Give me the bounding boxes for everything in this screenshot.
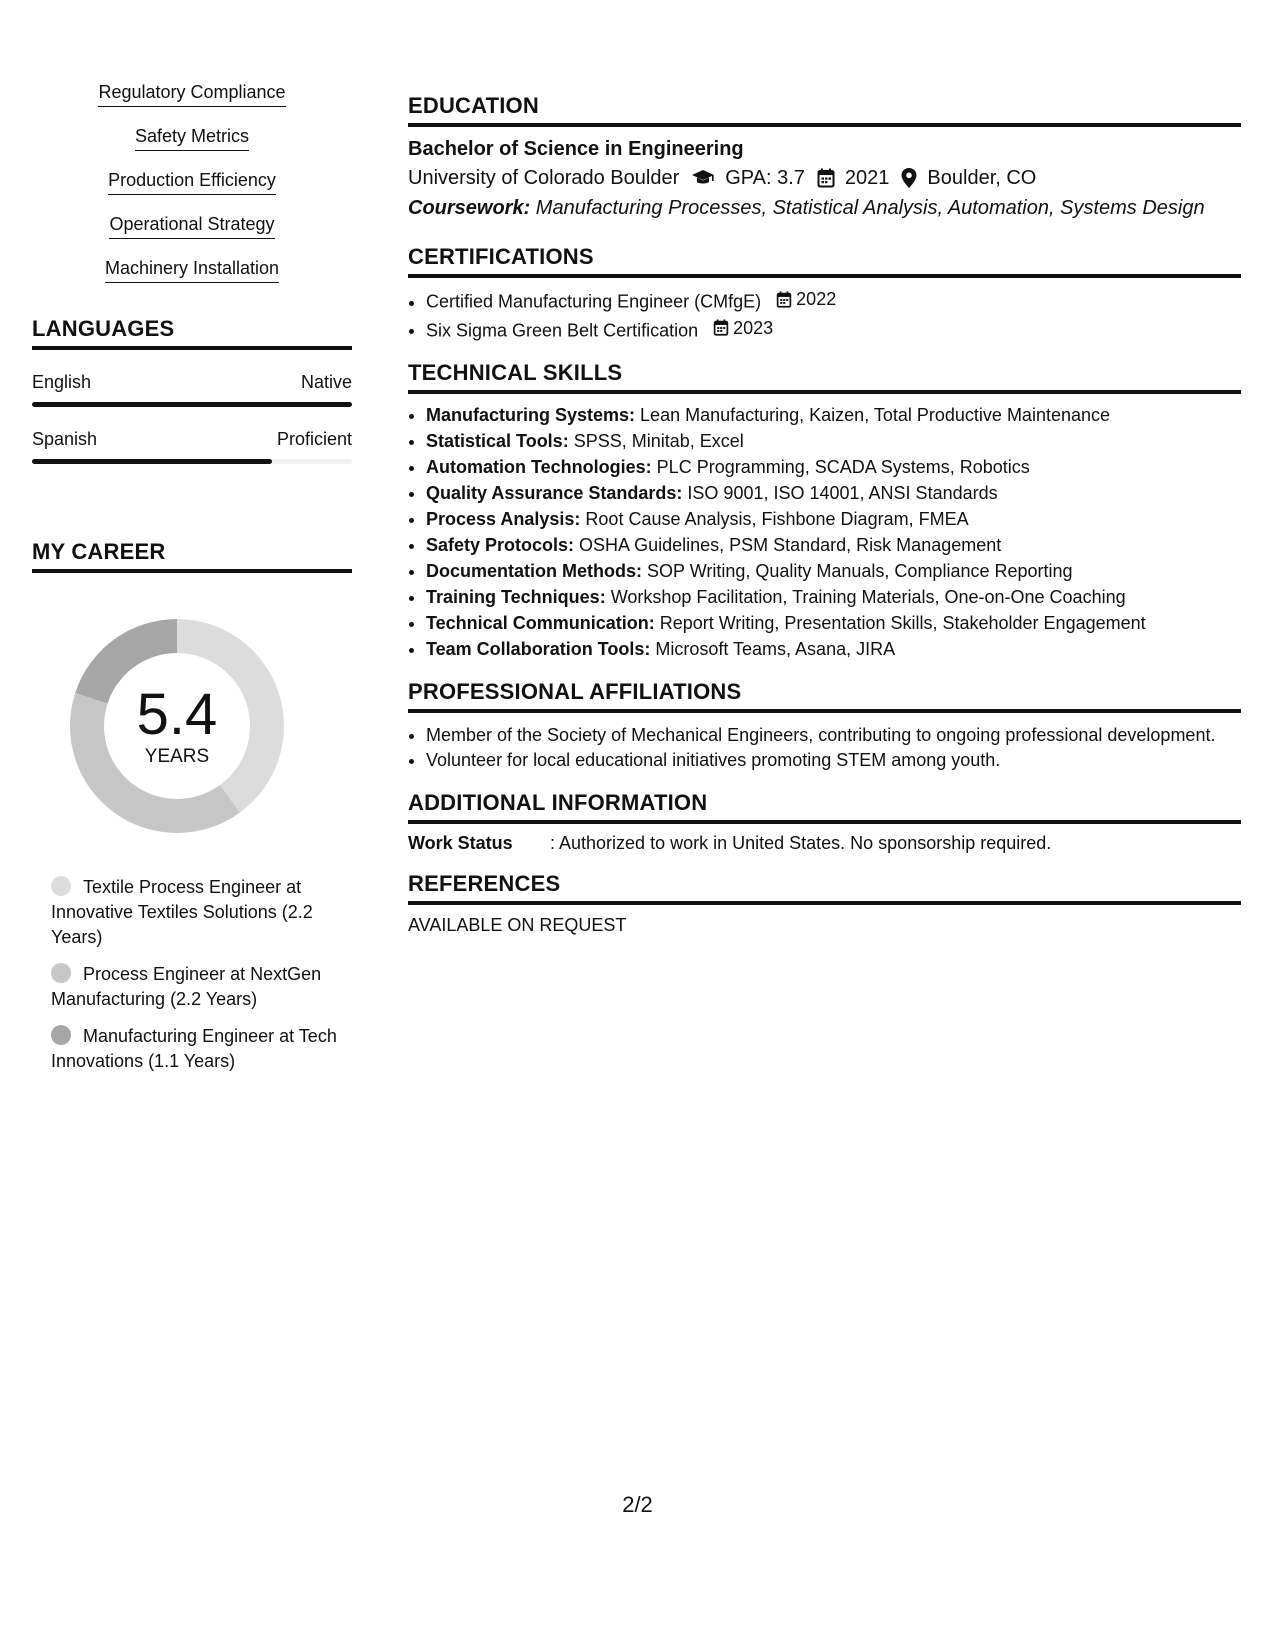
- references-title: REFERENCES: [408, 870, 1241, 905]
- certification-name: Six Sigma Green Belt Certification: [426, 320, 699, 340]
- references-text: AVAILABLE ON REQUEST: [408, 915, 627, 935]
- sidebar: [32, 80, 352, 1086]
- skill-category: Training Techniques:: [426, 587, 606, 607]
- language-bar-fill: [32, 402, 352, 407]
- legend-label: Textile Process Engineer at Innovative Textiles Solutions (2.2 Years): [51, 877, 313, 947]
- graduation-year: 2021: [844, 167, 890, 189]
- skill-values: Report Writing, Presentation Skills, Stakeholder Engagement: [654, 613, 1146, 633]
- skill-values: PLC Programming, SCADA Systems, Robotics: [651, 457, 1030, 477]
- skill-row: [426, 480, 1241, 506]
- certification-item: [426, 286, 1241, 315]
- skill-row: [426, 558, 1241, 584]
- skill-row: [426, 428, 1241, 454]
- skill-item: Operational Strategy: [109, 212, 274, 239]
- skill-item: Machinery Installation: [105, 256, 279, 283]
- certification-name: Certified Manufacturing Engineer (CMfgE): [426, 291, 762, 312]
- career-unit: YEARS: [144, 746, 210, 767]
- affiliations-list: [408, 723, 1241, 773]
- skill-category: Process Analysis:: [426, 509, 581, 529]
- language-bar: [32, 402, 352, 407]
- calendar-icon: [713, 319, 729, 336]
- legend-dot: [51, 876, 71, 896]
- certifications-list: [408, 286, 1241, 343]
- skill-values: SOP Writing, Quality Manuals, Compliance Reporting: [642, 561, 1073, 581]
- certifications-title: CERTIFICATIONS: [408, 243, 1241, 278]
- technical-skills-list: [408, 402, 1241, 662]
- work-status-label: Work Status: [408, 833, 513, 853]
- career-title: MY CAREER: [32, 538, 352, 573]
- skill-row: [426, 532, 1241, 558]
- language-english: [32, 370, 352, 407]
- gpa: GPA: 3.7: [725, 167, 805, 189]
- main-content: [408, 92, 1241, 936]
- language-level: Native: [300, 372, 352, 392]
- career-donut-chart: [62, 611, 292, 841]
- skill-category: Quality Assurance Standards:: [426, 483, 683, 503]
- skill-row: [426, 584, 1241, 610]
- coursework-label: Coursework:: [408, 197, 531, 219]
- career-legend-item: [51, 962, 341, 1012]
- career-legend-item: [51, 1024, 341, 1074]
- languages-title: LANGUAGES: [32, 315, 352, 350]
- skill-values: Root Cause Analysis, Fishbone Diagram, FMEA: [580, 509, 969, 529]
- certification-year: 2023: [733, 317, 774, 338]
- certification-item: [426, 315, 1241, 344]
- location: Boulder, CO: [927, 167, 1037, 189]
- education-details: [408, 163, 1241, 193]
- additional-info-title: ADDITIONAL INFORMATION: [408, 789, 1241, 824]
- legend-dot: [51, 1025, 71, 1045]
- language-bar-fill: [32, 459, 272, 464]
- career-legend-item: [51, 875, 341, 950]
- calendar-icon: [817, 168, 835, 188]
- affiliation-item: • Member of the Society of Mechanical Engineers, contributing to ongoing professional development.: [426, 723, 1241, 747]
- language-bar: [32, 459, 352, 464]
- skill-item: Production Efficiency: [108, 168, 276, 195]
- skill-row: [426, 506, 1241, 532]
- skill-category: Safety Protocols:: [426, 535, 575, 555]
- skill-values: Workshop Facilitation, Training Materials, One-on-One Coaching: [605, 587, 1126, 607]
- skill-item: Safety Metrics: [135, 124, 249, 151]
- career-legend: [51, 875, 341, 1074]
- school: University of Colorado Boulder: [408, 167, 680, 189]
- skill-category: Team Collaboration Tools:: [426, 639, 651, 659]
- work-status-row: [408, 833, 1241, 854]
- legend-label: Process Engineer at NextGen Manufacturing (2.2 Years): [51, 964, 322, 1009]
- education-title: EDUCATION: [408, 92, 1241, 127]
- technical-skills-title: TECHNICAL SKILLS: [408, 359, 1241, 394]
- graduation-cap-icon: [691, 169, 715, 187]
- skill-values: SPSS, Minitab, Excel: [568, 431, 744, 451]
- degree: Bachelor of Science in Engineering: [408, 138, 744, 160]
- coursework: [408, 193, 1241, 223]
- skill-category: Documentation Methods:: [426, 561, 642, 581]
- coursework-list: Manufacturing Processes, Statistical Analysis, Automation, Systems Design: [530, 197, 1205, 219]
- skill-category: Statistical Tools:: [426, 431, 569, 451]
- skill-row: [426, 636, 1241, 662]
- skill-row: [426, 402, 1241, 428]
- language-name: Spanish: [32, 429, 98, 449]
- skill-list: [32, 80, 352, 283]
- language-level: Proficient: [276, 429, 352, 449]
- career-total: 5.4: [136, 682, 218, 747]
- language-spanish: [32, 427, 352, 464]
- skill-row: [426, 610, 1241, 636]
- map-pin-icon: [901, 168, 917, 188]
- affiliation-item: • Volunteer for local educational initiatives promoting STEM among youth.: [426, 747, 1241, 773]
- skill-values: Microsoft Teams, Asana, JIRA: [650, 639, 896, 659]
- skill-row: [426, 454, 1241, 480]
- skill-values: Lean Manufacturing, Kaizen, Total Productive Maintenance: [635, 405, 1111, 425]
- work-status-value: : Authorized to work in United States. No sponsorship required.: [550, 833, 1052, 853]
- skill-category: Automation Technologies:: [426, 457, 652, 477]
- skill-item: Regulatory Compliance: [98, 80, 285, 107]
- skill-category: Technical Communication:: [426, 613, 655, 633]
- affiliations-title: PROFESSIONAL AFFILIATIONS: [408, 678, 1241, 713]
- skill-category: Manufacturing Systems:: [426, 405, 636, 425]
- skill-values: OSHA Guidelines, PSM Standard, Risk Management: [574, 535, 1002, 555]
- certification-year: 2022: [796, 289, 837, 309]
- legend-dot: [51, 963, 71, 983]
- page-number: 2/2: [622, 1492, 653, 1517]
- skill-values: ISO 9001, ISO 14001, ANSI Standards: [682, 483, 998, 503]
- language-name: English: [32, 372, 92, 392]
- legend-label: Manufacturing Engineer at Tech Innovations (1.1 Years): [51, 1026, 337, 1071]
- calendar-icon: [776, 291, 792, 308]
